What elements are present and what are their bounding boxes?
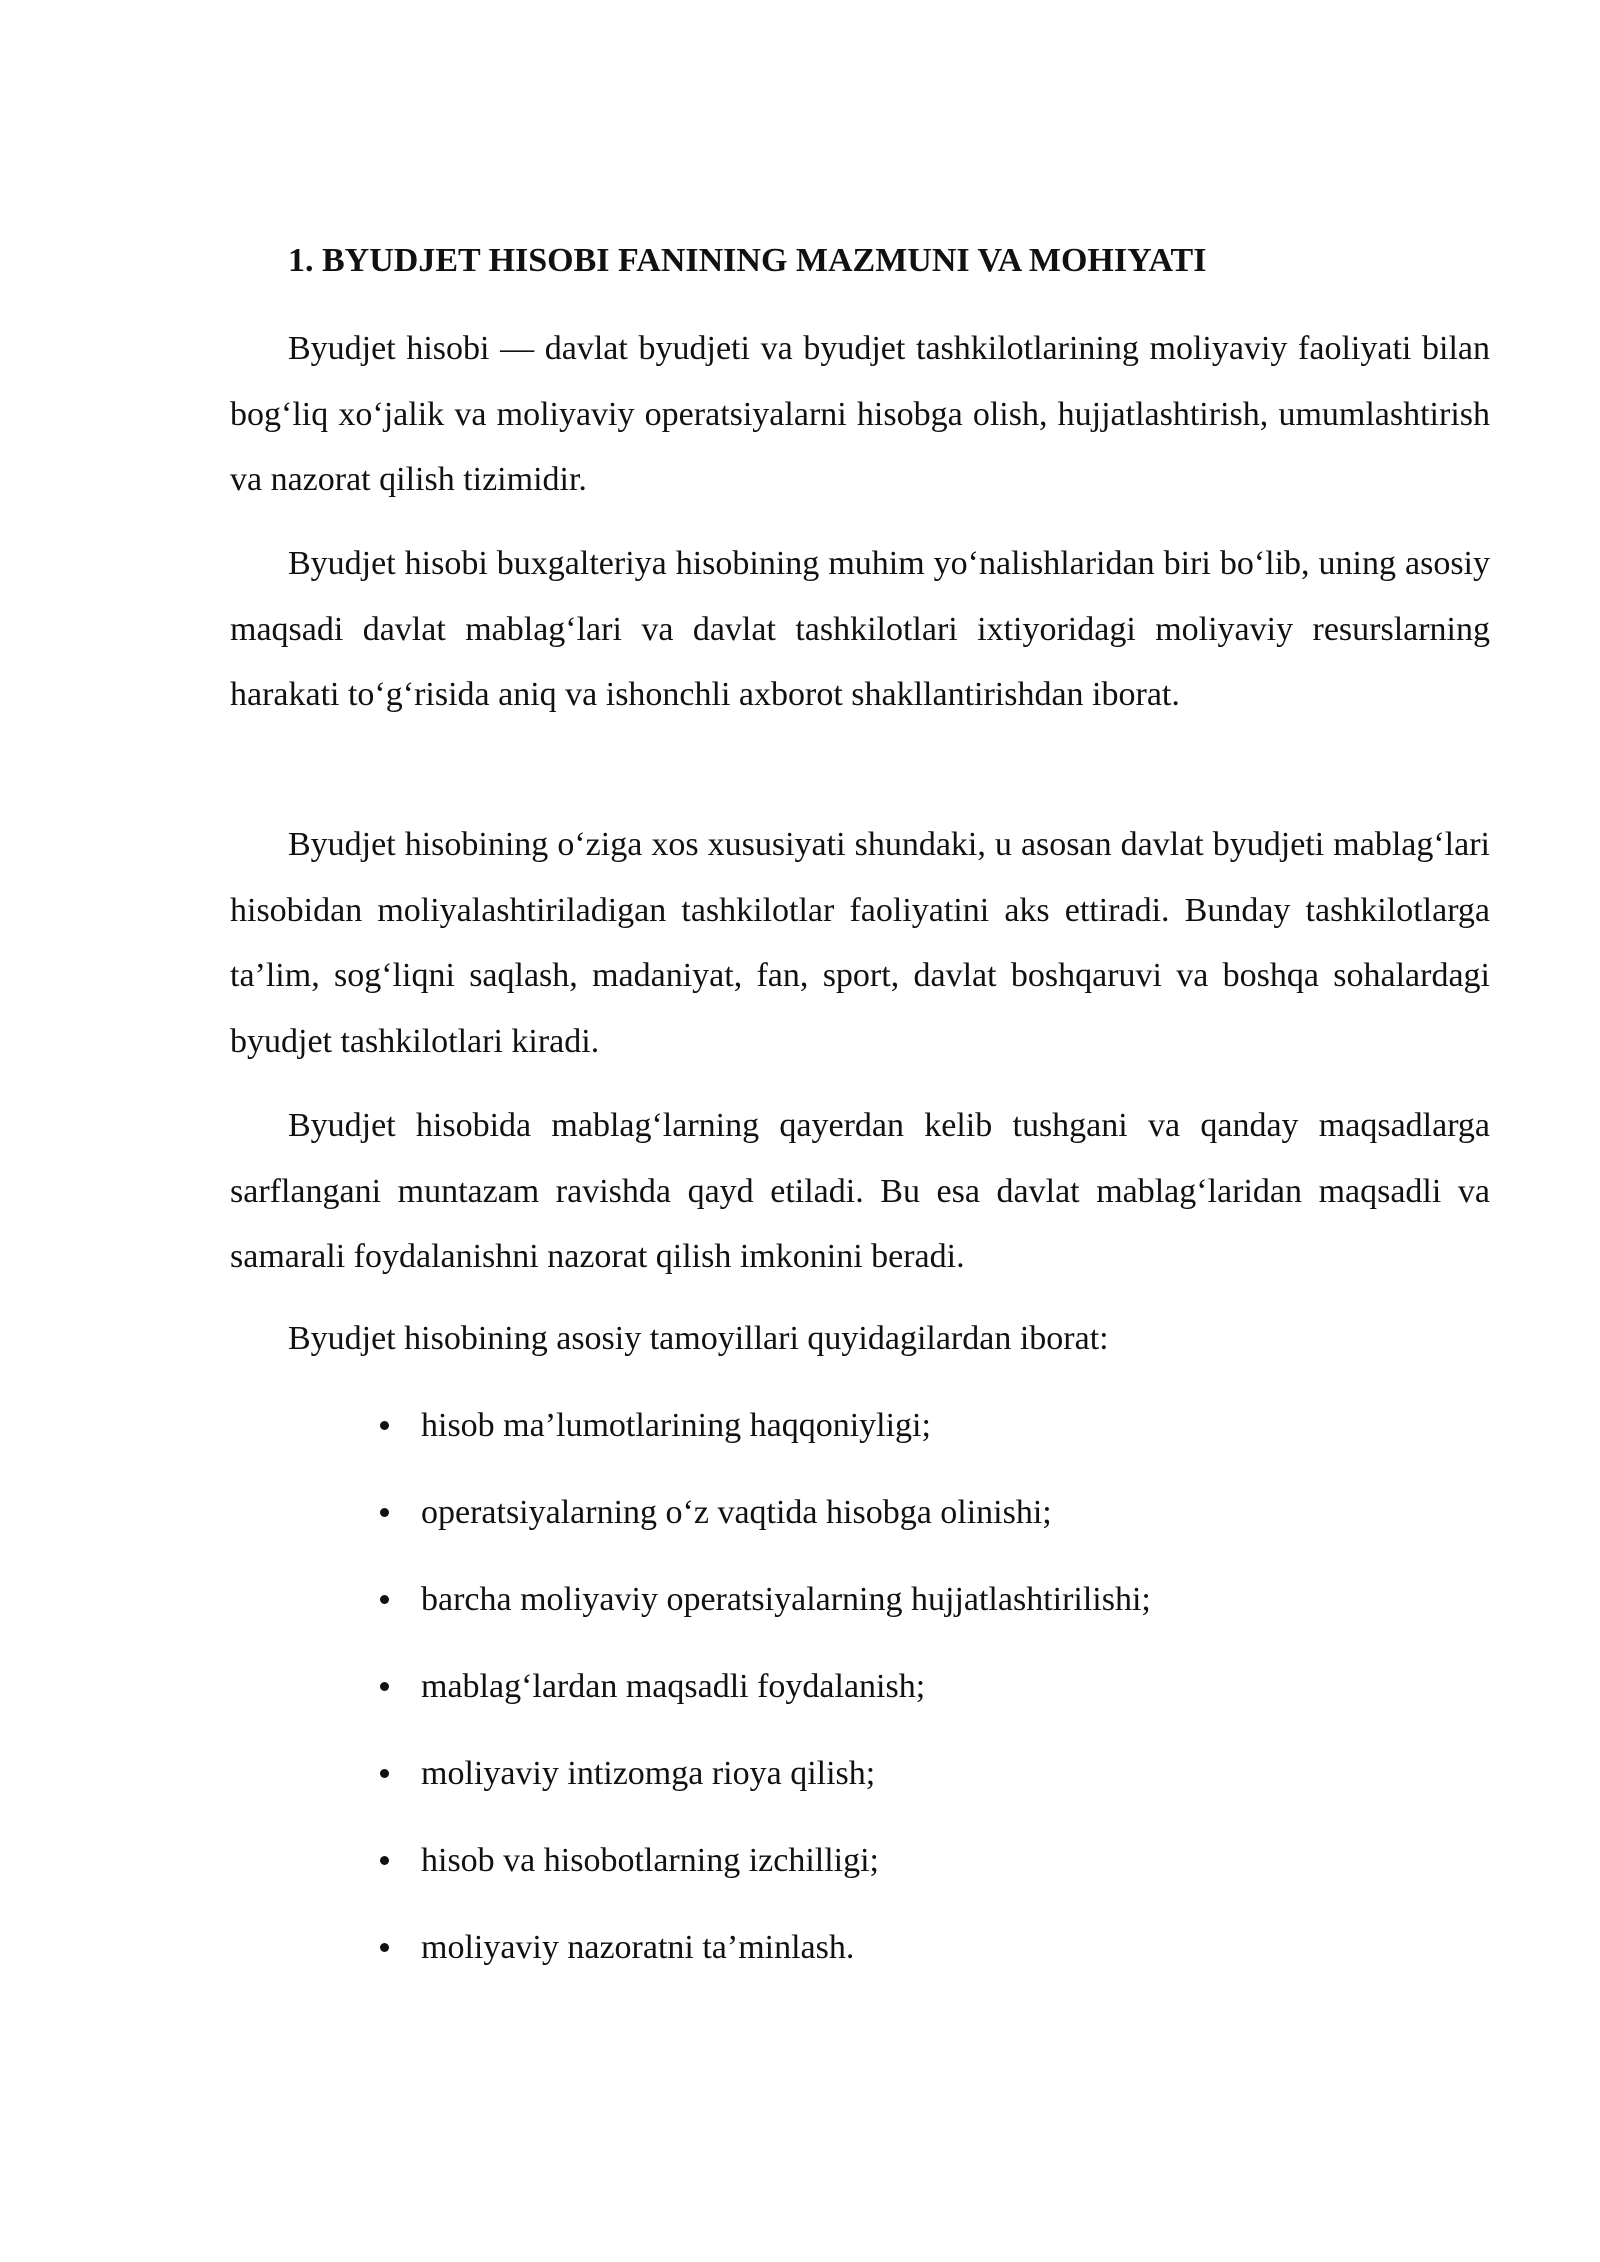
paragraph-principles-intro: Byudjet hisobining asosiy tamoyillari quyidagilardan iborat: xyxy=(288,1320,1109,1357)
bullet-icon xyxy=(380,1856,389,1865)
bullet-icon xyxy=(380,1508,389,1517)
bullet-icon xyxy=(380,1421,389,1430)
list-item-text: mablag‘lardan maqsadli foydalanish; xyxy=(421,1668,926,1705)
list-item-text: moliyaviy intizomga rioya qilish; xyxy=(421,1755,876,1792)
paragraph-definition: Byudjet hisobi — davlat byudjeti va byudjet tashkilotlarining moliyaviy faoliyati bilan bog‘liq xo‘jalik va moliyaviy operatsiyalarni hisobga olish, hujjatlashtirish, umumlashtirish va nazorat qilish tizimidir. xyxy=(230,330,1490,498)
paragraph-control: Byudjet hisobida mablag‘larning qayerdan kelib tushgani va qanday maqsadlarga sarflangani muntazam ravishda qayd etiladi. Bu esa davlat mablag‘laridan maqsadli va samarali foydalanishni nazorat qilish imkonini beradi. xyxy=(230,1107,1490,1275)
bullet-icon xyxy=(380,1595,389,1604)
paragraph-features: Byudjet hisobining o‘ziga xos xususiyati shundaki, u asosan davlat byudjeti mablag‘lari hisobidan moliyalashtiriladigan tashkilotlar faoliyatini aks ettiradi. Bunday tashkilotlarga ta’lim, sog‘liqni saqlash, madaniyat, fan, sport, davlat boshqaruvi va boshqa sohalardagi byudjet tashkilotlari kiradi. xyxy=(230,826,1490,1060)
bullet-icon xyxy=(380,1943,389,1952)
bullet-icon xyxy=(380,1682,389,1691)
list-item-text: hisob ma’lumotlarining haqqoniyligi; xyxy=(421,1407,931,1444)
section-heading: 1. BYUDJET HISOBI FANINING MAZMUNI VA MOHIYATI xyxy=(288,242,1207,279)
bullet-icon xyxy=(380,1769,389,1778)
list-item-text: barcha moliyaviy operatsiyalarning hujjatlashtirilishi; xyxy=(421,1581,1151,1618)
list-item-text: hisob va hisobotlarning izchilligi; xyxy=(421,1842,880,1879)
paragraph-purpose: Byudjet hisobi buxgalteriya hisobining muhim yo‘nalishlaridan biri bo‘lib, uning asosiy maqsadi davlat mablag‘lari va davlat tashkilotlari ixtiyoridagi moliyaviy resurslarning harakati to‘g‘risida aniq va ishonchli axborot shakllantirishdan iborat. xyxy=(230,545,1490,713)
list-item-text: operatsiyalarning o‘z vaqtida hisobga olinishi; xyxy=(421,1494,1052,1531)
list-item-text: moliyaviy nazoratni ta’minlash. xyxy=(421,1929,855,1966)
